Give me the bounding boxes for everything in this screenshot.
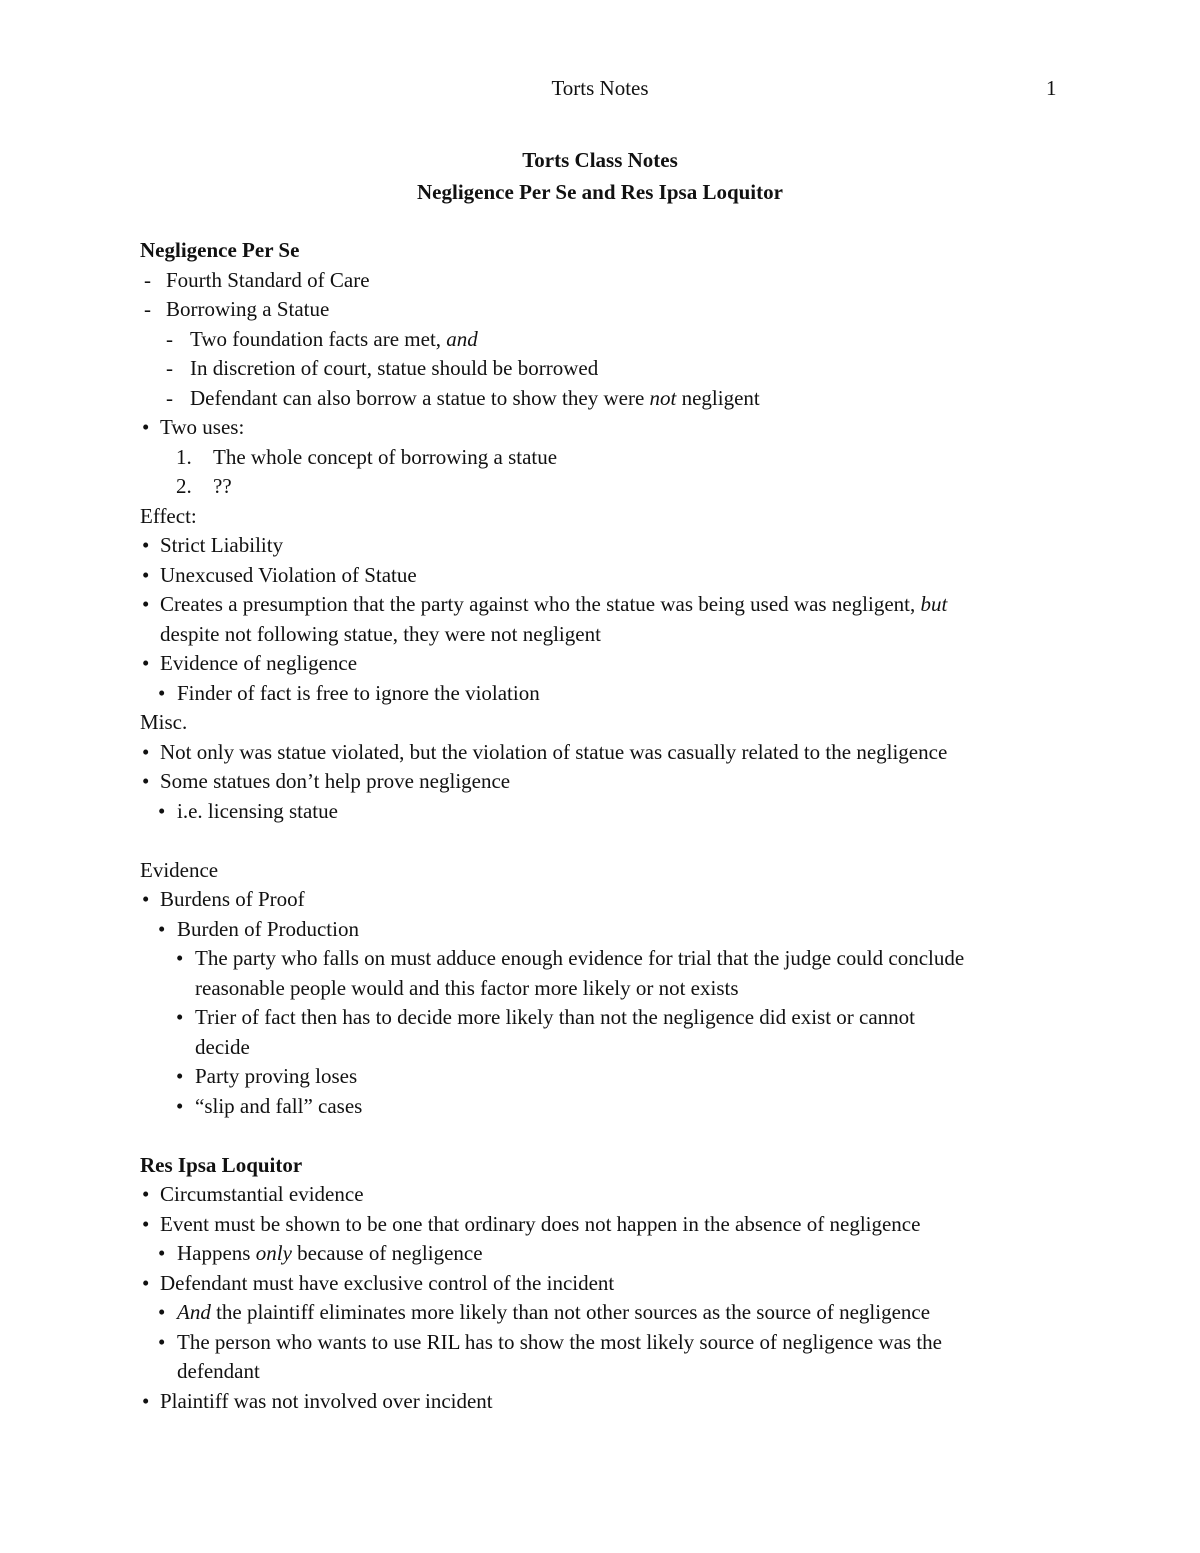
number-marker: 2. (176, 474, 192, 498)
title-line-1: Torts Class Notes (522, 148, 678, 172)
section-heading (140, 236, 1070, 266)
title-line-2: Negligence Per Se and Res Ipsa Loquitor (417, 180, 783, 204)
list-item (140, 1210, 1070, 1240)
section-heading (140, 1151, 1070, 1181)
bullet-marker: • (176, 1093, 184, 1118)
item-text: Unexcused Violation of Statue (160, 562, 417, 587)
list-item (140, 1298, 1070, 1328)
list-item (140, 1092, 1070, 1122)
list-item (140, 384, 1070, 414)
item-text: Effect: (140, 503, 197, 528)
bullet-marker: • (158, 1241, 166, 1265)
bullet-marker: • (176, 1005, 184, 1029)
item-text: Happens (177, 1241, 256, 1265)
list-item-continuation (140, 1033, 1070, 1063)
subheading (140, 856, 1070, 886)
italic-text: not (649, 385, 677, 410)
list-item (140, 797, 1070, 827)
bullet-marker: • (142, 651, 150, 675)
list-item (140, 649, 1070, 679)
list-item (140, 679, 1070, 709)
item-text: Defendant must have exclusive control of the incident (160, 1270, 615, 1295)
item-text: Finder of fact is free to ignore the violation (177, 680, 540, 705)
item-text: decide (195, 1034, 250, 1059)
bullet-marker: • (176, 1064, 184, 1088)
list-item-continuation (140, 974, 1070, 1004)
bullet-marker: • (176, 946, 184, 970)
heading-text: Res Ipsa Loquitor (140, 1152, 303, 1177)
item-text: defendant (177, 1359, 260, 1383)
list-item (140, 944, 1070, 974)
item-text: the plaintiff eliminates more likely than not other sources as the source of negligence (210, 1300, 931, 1324)
list-item (140, 1062, 1070, 1092)
bullet-marker: • (158, 1329, 166, 1354)
list-item (140, 295, 1070, 325)
number-marker: 1. (176, 444, 192, 469)
bullet-marker: • (142, 769, 150, 793)
list-item (140, 1239, 1070, 1269)
item-text: reasonable people would and this factor more likely or not exists (195, 975, 739, 1000)
item-text: negligent (676, 385, 760, 410)
list-item (140, 885, 1070, 915)
item-text: Two uses: (160, 415, 245, 439)
list-item (140, 738, 1070, 768)
dash-marker: - (166, 385, 173, 410)
item-text: Borrowing a Statue (166, 297, 330, 321)
bullet-marker: • (158, 680, 166, 705)
dash-marker: - (144, 267, 151, 292)
page-number: 1 (1046, 76, 1057, 100)
item-text: i.e. licensing statue (177, 798, 338, 823)
list-item (140, 354, 1070, 384)
bullet-marker: • (142, 1270, 150, 1295)
item-text: The whole concept of borrowing a statue (213, 444, 558, 469)
bullet-marker: • (158, 798, 166, 823)
bullet-marker: • (142, 1182, 150, 1206)
list-item (140, 767, 1070, 797)
list-item (140, 590, 1070, 620)
dash-marker: - (166, 356, 173, 380)
item-text: Some statues don’t help prove negligence (160, 769, 511, 793)
item-text: The party who falls on must adduce enough evidence for trial that the judge could conclude (195, 946, 965, 970)
item-text: In discretion of court, statue should be borrowed (190, 356, 599, 380)
dash-marker: - (144, 297, 151, 321)
item-text: Fourth Standard of Care (166, 267, 370, 292)
item-text: Circumstantial evidence (160, 1182, 364, 1206)
blank-line (140, 826, 1070, 856)
item-text: Evidence (140, 857, 219, 882)
list-item (140, 915, 1070, 945)
notes-body (140, 236, 1070, 1416)
item-text: Party proving loses (195, 1064, 358, 1088)
list-item (140, 1387, 1070, 1417)
italic-text: but (920, 592, 948, 616)
item-text: The person who wants to use RIL has to show the most likely source of negligence was the (177, 1329, 942, 1354)
bullet-marker: • (158, 1300, 166, 1324)
item-text: Defendant can also borrow a statue to show they were (190, 385, 650, 410)
list-item (140, 1269, 1070, 1299)
item-text: “slip and fall” cases (195, 1093, 363, 1118)
bullet-marker: • (142, 1211, 150, 1236)
list-item-continuation (140, 1357, 1070, 1387)
list-item (140, 561, 1070, 591)
bullet-marker: • (142, 887, 150, 911)
list-item (140, 266, 1070, 296)
item-text: Burdens of Proof (160, 887, 305, 911)
list-item (140, 413, 1070, 443)
list-item (140, 443, 1070, 473)
list-item (140, 472, 1070, 502)
document-title (0, 144, 1200, 208)
item-text: Evidence of negligence (160, 651, 358, 675)
item-text: despite not following statue, they were not negligent (160, 621, 601, 646)
item-text: Misc. (140, 710, 188, 734)
list-item (140, 1180, 1070, 1210)
bullet-marker: • (142, 739, 150, 764)
item-text: Plaintiff was not involved over incident (160, 1388, 493, 1413)
bullet-marker: • (142, 533, 150, 557)
subheading (140, 708, 1070, 738)
list-item (140, 531, 1070, 561)
item-text: because of negligence (291, 1241, 483, 1265)
dash-marker: - (166, 326, 173, 351)
item-text: Event must be shown to be one that ordinary does not happen in the absence of negligence (160, 1211, 921, 1236)
heading-text: Negligence Per Se (140, 238, 300, 262)
page-header (0, 74, 1200, 102)
item-text: Creates a presumption that the party against who the statue was being used was negligent, (160, 592, 921, 616)
subheading (140, 502, 1070, 532)
bullet-marker: • (142, 415, 150, 439)
blank-line (140, 1121, 1070, 1151)
bullet-marker: • (142, 1388, 150, 1413)
italic-text: and (446, 326, 478, 351)
item-text: Strict Liability (160, 533, 284, 557)
italic-text: only (255, 1241, 292, 1265)
item-text: Not only was statue violated, but the violation of statue was casually related to the negligence (160, 739, 948, 764)
item-text: ?? (213, 474, 232, 498)
bullet-marker: • (142, 592, 150, 616)
list-item (140, 1003, 1070, 1033)
item-text: Two foundation facts are met, (190, 326, 447, 351)
bullet-marker: • (142, 562, 150, 587)
bullet-marker: • (158, 916, 166, 941)
list-item-continuation (140, 620, 1070, 650)
italic-text: And (177, 1300, 211, 1324)
item-text: Trier of fact then has to decide more likely than not the negligence did exist or cannot (195, 1005, 916, 1029)
header-title: Torts Notes (551, 76, 649, 100)
list-item (140, 1328, 1070, 1358)
list-item (140, 325, 1070, 355)
item-text: Burden of Production (177, 916, 359, 941)
